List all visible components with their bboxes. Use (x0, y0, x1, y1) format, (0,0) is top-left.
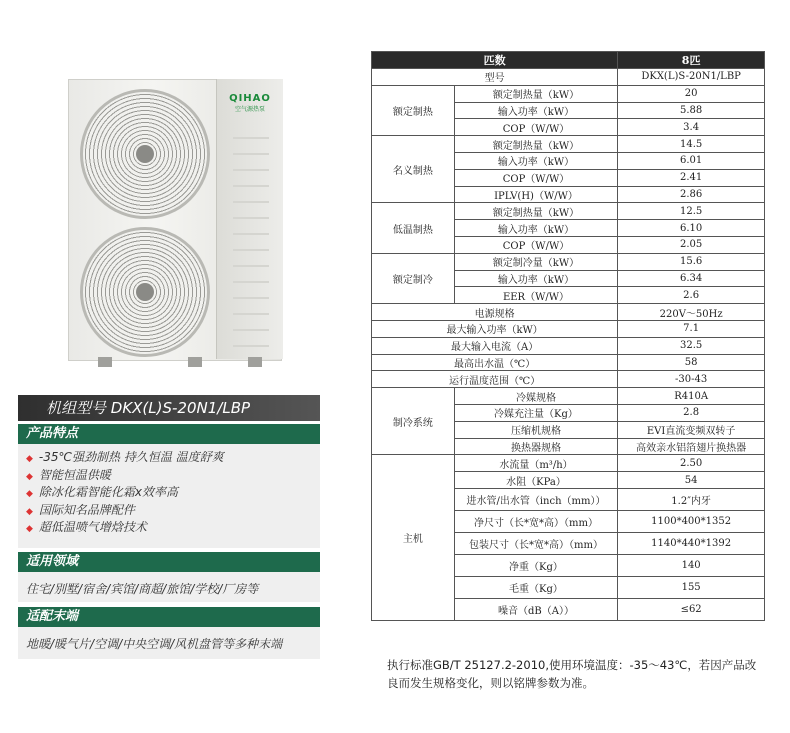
feature-text: 超低温喷气增焓技术 (38, 520, 147, 534)
fan-bottom (80, 227, 210, 357)
row-label: 最大输入功率（kW） (372, 320, 618, 337)
table-row (372, 203, 765, 220)
row-label: 压缩机规格 (454, 421, 618, 438)
row-label: 额定制热量（kW） (454, 203, 618, 220)
row-label: COP（W/W） (454, 119, 618, 136)
row-value: 5.88 (618, 102, 765, 119)
scope-box (18, 572, 320, 602)
row-label: IPLV(H)（W/W） (454, 186, 618, 203)
row-value: 2.86 (618, 186, 765, 203)
bullet-icon: ◆ (26, 489, 33, 499)
feature-item (26, 450, 320, 468)
row-label: 输入功率（kW） (454, 270, 618, 287)
row-label: 噪音（dB（A）） (454, 598, 618, 620)
row-value: 15.6 (618, 253, 765, 270)
group-label: 额定制热 (372, 85, 455, 135)
row-label: 最大输入电流（A） (372, 337, 618, 354)
table-row (372, 337, 765, 354)
row-value: 2.6 (618, 287, 765, 304)
row-label: 水阻（KPa） (454, 472, 618, 489)
row-value: 14.5 (618, 136, 765, 153)
row-label: EER（W/W） (454, 287, 618, 304)
row-value: 32.5 (618, 337, 765, 354)
feature-list (18, 444, 320, 538)
features-box (18, 444, 320, 548)
row-label: 输入功率（kW） (454, 152, 618, 169)
row-label: 额定制冷量（kW） (454, 253, 618, 270)
feature-text: -35℃强劲制热 持久恒温 温度舒爽 (38, 450, 224, 464)
bullet-icon: ◆ (26, 524, 33, 534)
table-row (372, 455, 765, 472)
table-row (372, 136, 765, 153)
row-label: 净重（Kg） (454, 554, 618, 576)
fan-top (80, 89, 210, 219)
standard-note: 执行标准GB/T 25127.2-2010,使用环境温度：-35～43℃，若因产品改良而发生规格变化，则以铭牌参数为准。 (387, 658, 757, 690)
row-label: 净尺寸（长*宽*高）（mm） (454, 510, 618, 532)
row-label: 型号 (372, 69, 618, 86)
terminal-text: 地暖/暖气片/空调/中央空调/风机盘管等多种末端 (26, 637, 283, 651)
table-row (372, 304, 765, 321)
group-label: 名义制热 (372, 136, 455, 203)
row-value: 155 (618, 576, 765, 598)
row-value: -30-43 (618, 371, 765, 388)
row-value: 2.41 (618, 169, 765, 186)
model-title: 机组型号 DKX(L)S-20N1/LBP (18, 395, 320, 421)
row-value: 140 (618, 554, 765, 576)
row-value: 6.10 (618, 220, 765, 237)
table-row (372, 354, 765, 371)
row-label: 包装尺寸（长*宽*高）（mm） (454, 532, 618, 554)
table-row (372, 388, 765, 405)
bullet-icon: ◆ (26, 454, 33, 464)
row-label: 冷媒规格 (454, 388, 618, 405)
side-vents (233, 137, 269, 347)
feature-item (26, 468, 320, 486)
row-label: 毛重（Kg） (454, 576, 618, 598)
row-value: 2.50 (618, 455, 765, 472)
brand-logo (228, 93, 272, 113)
bullet-icon: ◆ (26, 471, 33, 482)
table-row (372, 371, 765, 388)
row-value: 220V～50Hz (618, 304, 765, 321)
row-value: 3.4 (618, 119, 765, 136)
row-label: 运行温度范围（℃） (372, 371, 618, 388)
features-heading: 产品特点 (18, 424, 320, 444)
scope-text: 住宅/别墅/宿舍/宾馆/商超/旅馆/学校/厂房等 (26, 582, 259, 596)
header-label: 匹数 (372, 52, 618, 69)
row-label: 输入功率（kW） (454, 102, 618, 119)
row-label: 输入功率（kW） (454, 220, 618, 237)
row-label: COP（W/W） (454, 169, 618, 186)
row-value: EVI直流变频双转子 (618, 421, 765, 438)
group-label: 低温制热 (372, 203, 455, 253)
row-value: 1100*400*1352 (618, 510, 765, 532)
table-row (372, 320, 765, 337)
unit-feet (98, 357, 268, 367)
row-value: 2.8 (618, 404, 765, 421)
table-row (372, 85, 765, 102)
feature-item (26, 503, 320, 521)
terminal-box (18, 627, 320, 659)
row-value: ≤62 (618, 598, 765, 620)
group-label: 主机 (372, 455, 455, 621)
row-value: 6.01 (618, 152, 765, 169)
group-label: 制冷系统 (372, 388, 455, 455)
row-value: 58 (618, 354, 765, 371)
row-label: 额定制热量（kW） (454, 136, 618, 153)
row-value: 6.34 (618, 270, 765, 287)
spec-table (371, 51, 765, 621)
row-value: R410A (618, 388, 765, 405)
row-value: 12.5 (618, 203, 765, 220)
feature-text: 国际知名品牌配件 (38, 502, 135, 517)
product-image (68, 77, 286, 367)
feature-text: 除冰化霜智能化霜x效率高 (38, 485, 179, 499)
header-value: 8匹 (618, 52, 765, 69)
row-label: 最高出水温（℃） (372, 354, 618, 371)
feature-item (26, 520, 320, 538)
foot (248, 357, 262, 367)
row-value: DKX(L)S-20N1/LBP (618, 69, 765, 86)
row-label: 水流量（m³/h） (454, 455, 618, 472)
feature-item (26, 485, 320, 503)
row-label: 额定制热量（kW） (454, 85, 618, 102)
row-value: 2.05 (618, 236, 765, 253)
table-row (372, 253, 765, 270)
row-label: 冷媒充注量（Kg） (454, 404, 618, 421)
logo-mark: QIHAO (229, 93, 271, 104)
spec-body (372, 69, 765, 621)
foot (98, 357, 112, 367)
terminal-heading: 适配末端 (18, 607, 320, 627)
logo-subtitle: 空气源热泵 (234, 106, 265, 113)
scope-heading: 适用领域 (18, 552, 320, 572)
row-label: COP（W/W） (454, 236, 618, 253)
row-label: 换热器规格 (454, 438, 618, 455)
feature-text: 智能恒温供暖 (38, 467, 111, 482)
foot (188, 357, 202, 367)
row-value: 1140*440*1392 (618, 532, 765, 554)
row-value: 54 (618, 472, 765, 489)
row-value: 高效亲水铝箔翅片换热器 (618, 438, 765, 455)
row-value: 20 (618, 85, 765, 102)
table-row (372, 69, 765, 86)
table-header-row (372, 52, 765, 69)
row-label: 电源规格 (372, 304, 618, 321)
row-value: 7.1 (618, 320, 765, 337)
group-label: 额定制冷 (372, 253, 455, 303)
bullet-icon: ◆ (26, 506, 33, 517)
row-value: 1.2″内牙 (618, 488, 765, 510)
row-label: 进水管/出水管（inch（mm）） (454, 488, 618, 510)
